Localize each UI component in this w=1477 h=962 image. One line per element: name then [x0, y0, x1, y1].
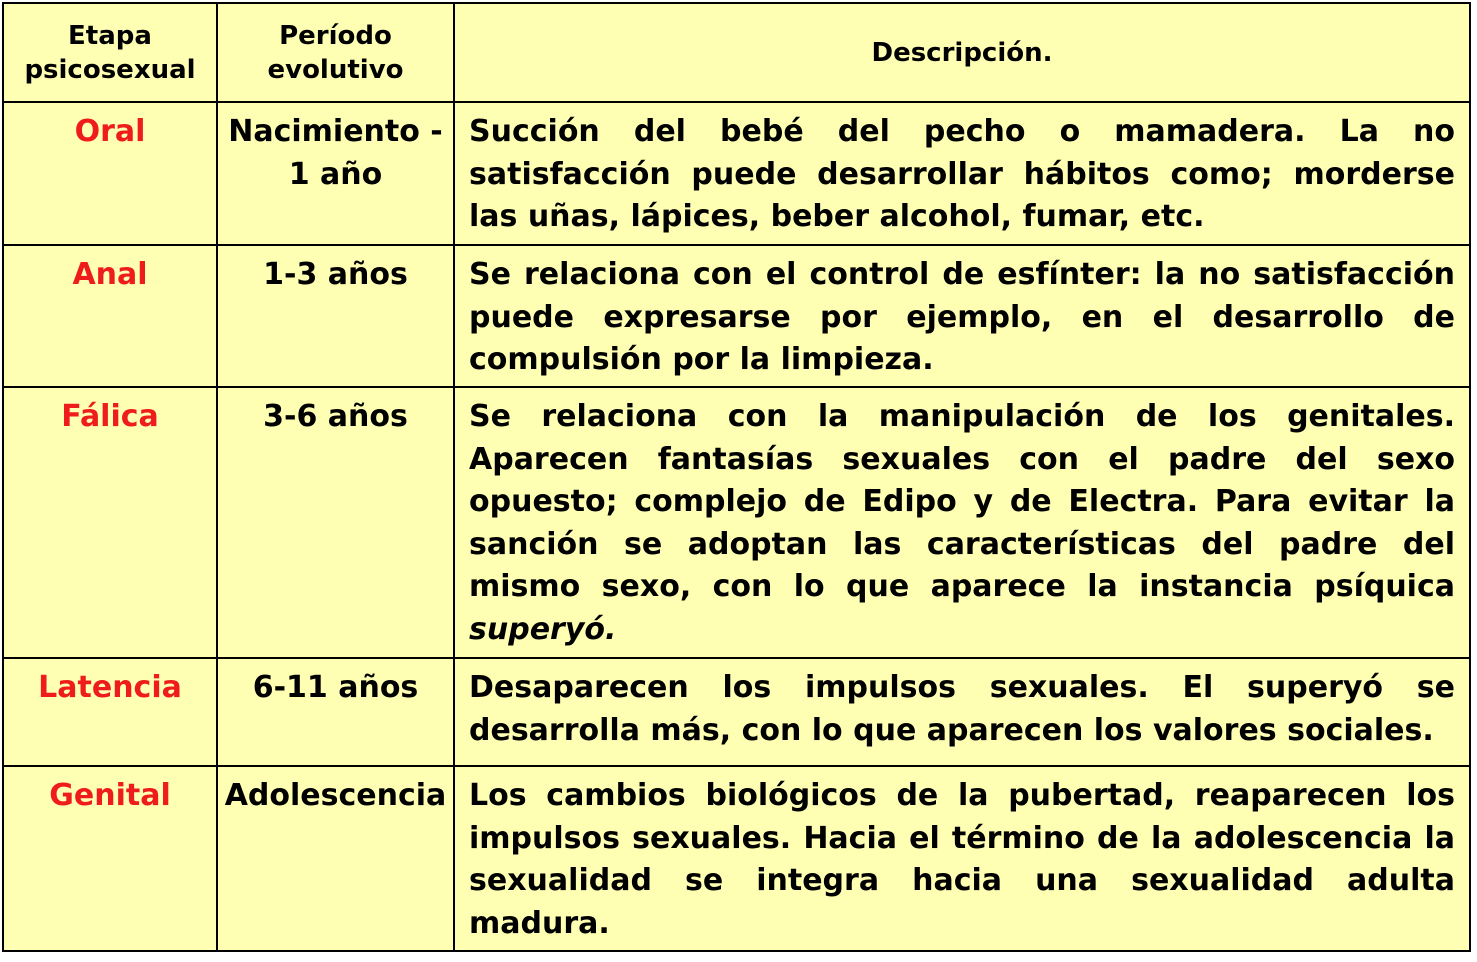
- description-cell: Succión del bebé del pecho o mamadera. La no satisfacción puede desarrollar hábitos como; morderse las uñas, lápices, beber alcohol, fumar, etc.: [454, 102, 1470, 245]
- description-text: Se relaciona con la manipulación de los genitales. Aparecen fantasías sexuales con el padre del sexo opuesto; complejo de Edipo y de Electra. Para evitar la sanción se adoptan las características del padre del mismo sexo, con lo que aparece la instancia psíquica: [469, 399, 1455, 604]
- table-row: [3, 102, 1470, 245]
- table-row: [3, 245, 1470, 387]
- description-cell: Desaparecen los impulsos sexuales. El superyó se desarrolla más, con lo que aparecen los valores sociales.: [454, 658, 1470, 766]
- period-cell: 3-6 años: [217, 387, 454, 658]
- table-row: [3, 766, 1470, 951]
- period-cell: 6-11 años: [217, 658, 454, 766]
- stage-cell: Latencia: [3, 658, 217, 766]
- description-cell: [454, 387, 1470, 658]
- header-row: [3, 3, 1470, 102]
- period-cell: Nacimiento -1 año: [217, 102, 454, 245]
- stage-cell: Genital: [3, 766, 217, 951]
- description-cell: Se relaciona con el control de esfínter: la no satisfacción puede expresarse por ejemplo, en el desarrollo de compulsión por la limpieza.: [454, 245, 1470, 387]
- stage-cell: Anal: [3, 245, 217, 387]
- stage-cell: Oral: [3, 102, 217, 245]
- table-row: [3, 387, 1470, 658]
- header-period: Período evolutivo: [217, 3, 454, 102]
- description-cell: Los cambios biológicos de la pubertad, reaparecen los impulsos sexuales. Hacia el término de la adolescencia la sexualidad se integra hacia una sexualidad adulta madura.: [454, 766, 1470, 951]
- table-row: [3, 658, 1470, 766]
- header-description: Descripción.: [454, 3, 1470, 102]
- header-stage: Etapa psicosexual: [3, 3, 217, 102]
- period-cell: Adolescencia: [217, 766, 454, 951]
- stage-cell: Fálica: [3, 387, 217, 658]
- psychosexual-stages-table: [2, 2, 1471, 952]
- description-italic-term: superyó.: [469, 611, 617, 647]
- period-cell: 1-3 años: [217, 245, 454, 387]
